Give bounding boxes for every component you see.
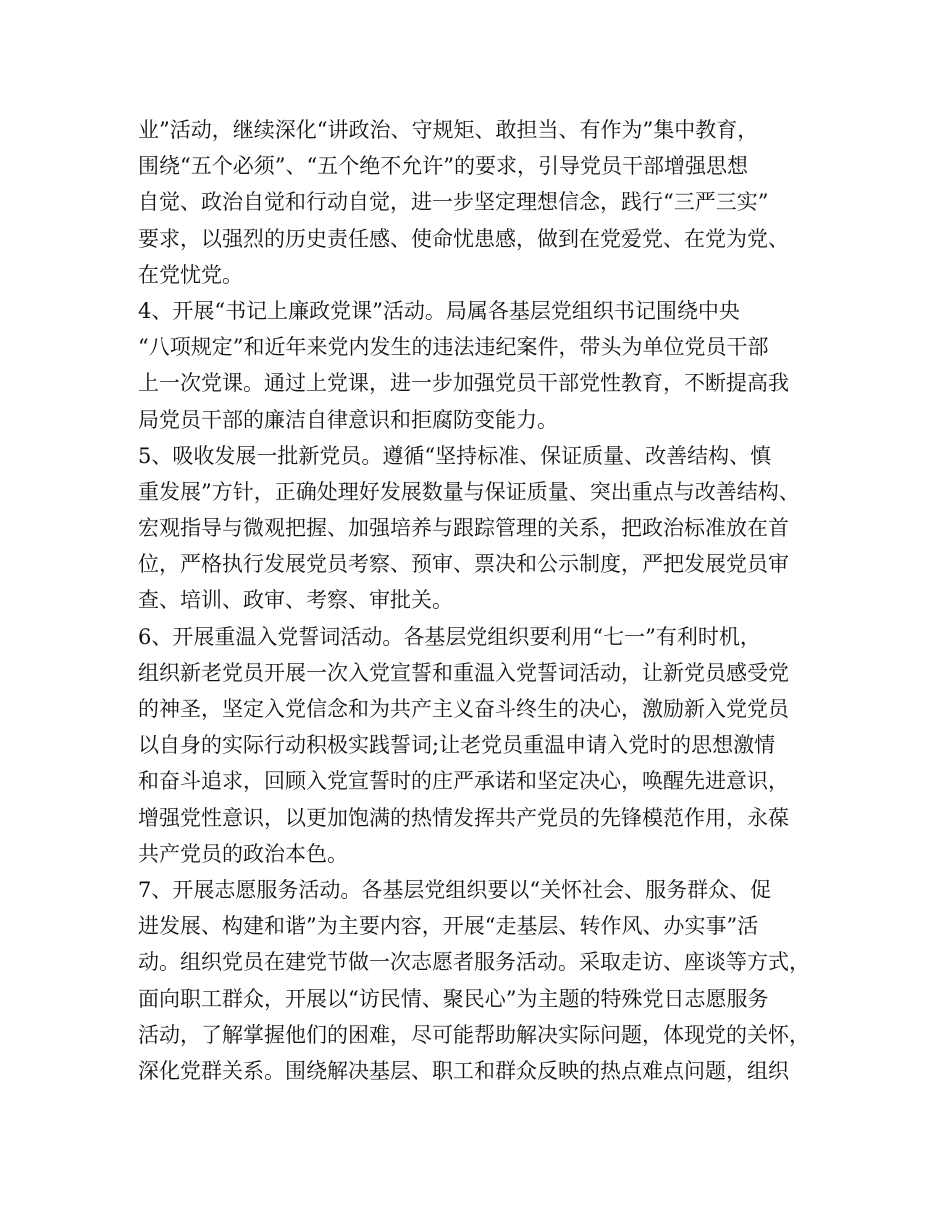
text-line: 重发展”方针，正确处理好发展数量与保证质量、突出重点与改善结构、 — [138, 479, 800, 504]
text-line: 上一次党课。通过上党课，进一步加强党员干部党性教育，不断提高我 — [138, 371, 789, 396]
text-line: 的神圣，坚定入党信念和为共产主义奋斗终生的决心，激励新入党党员 — [138, 697, 789, 721]
text-line: 位，严格执行发展党员考察、预审、票决和公示制度，严把发展党员审 — [138, 552, 789, 577]
text-line: 要求，以强烈的历史责任感、使命忧患感，做到在党爱党、在党为党、 — [138, 226, 789, 251]
text-line: 进发展、构建和谐”为主要内容，开展“走基层、转作风、办实事”活 — [138, 914, 759, 939]
text-line: 7、开展志愿服务活动。各基层党组织要以“关怀社会、服务群众、促 — [138, 877, 772, 902]
text-line: 和奋斗追求，回顾入党宣誓时的庄严承诺和坚定决心，唤醒先进意识， — [138, 769, 789, 794]
text-line: 宏观指导与微观把握、加强培养与跟踪管理的关系，把政治标准放在首 — [138, 516, 789, 541]
text-line: “八项规定”和近年来党内发生的违法违纪案件，带头为单位党员干部 — [138, 335, 769, 360]
text-line: 6、开展重温入党誓词活动。各基层党组织要利用“七一”有利时机， — [138, 624, 761, 649]
text-line: 查、培训、政审、考察、审批关。 — [138, 588, 453, 613]
text-line: 活动，了解掌握他们的困难，尽可能帮助解决实际问题，体现党的关怀， — [138, 1022, 810, 1047]
text-line: 深化党群关系。围绕解决基层、职工和群众反映的热点难点问题，组织 — [138, 1058, 789, 1083]
text-line: 组织新老党员开展一次入党宣誓和重温入党誓词活动，让新党员感受党 — [138, 660, 789, 685]
text-line: 增强党性意识，以更加饱满的热情发挥共产党员的先锋模范作用，永葆 — [138, 805, 789, 830]
text-line: 围绕“五个必须”、“五个绝不允许”的要求，引导党员干部增强思想 — [138, 154, 748, 179]
text-line: 业”活动，继续深化“讲政治、守规矩、敢担当、有作为”集中教育， — [138, 118, 759, 142]
text-line: 自觉、政治自觉和行动自觉，进一步坚定理想信念，践行“三严三实” — [138, 190, 769, 215]
text-line: 共产党员的政治本色。 — [138, 841, 348, 866]
text-line: 4、开展“书记上廉政党课”活动。局属各基层党组织书记围绕中央 — [138, 298, 740, 323]
text-line: 动。组织党员在建党节做一次志愿者服务活动。采取走访、座谈等方式， — [138, 950, 810, 975]
text-line: 在党忧党。 — [138, 262, 243, 287]
text-line: 局党员干部的廉洁自律意识和拒腐防变能力。 — [138, 407, 558, 432]
text-line: 以自身的实际行动积极实践誓词;让老党员重温申请入党时的思想激情 — [138, 733, 776, 758]
text-line: 面向职工群众，开展以“访民情、聚民心”为主题的特殊党日志愿服务 — [138, 986, 769, 1011]
text-line: 5、吸收发展一批新党员。遵循“坚持标准、保证质量、改善结构、慎 — [138, 443, 772, 468]
document-body — [138, 112, 828, 1089]
